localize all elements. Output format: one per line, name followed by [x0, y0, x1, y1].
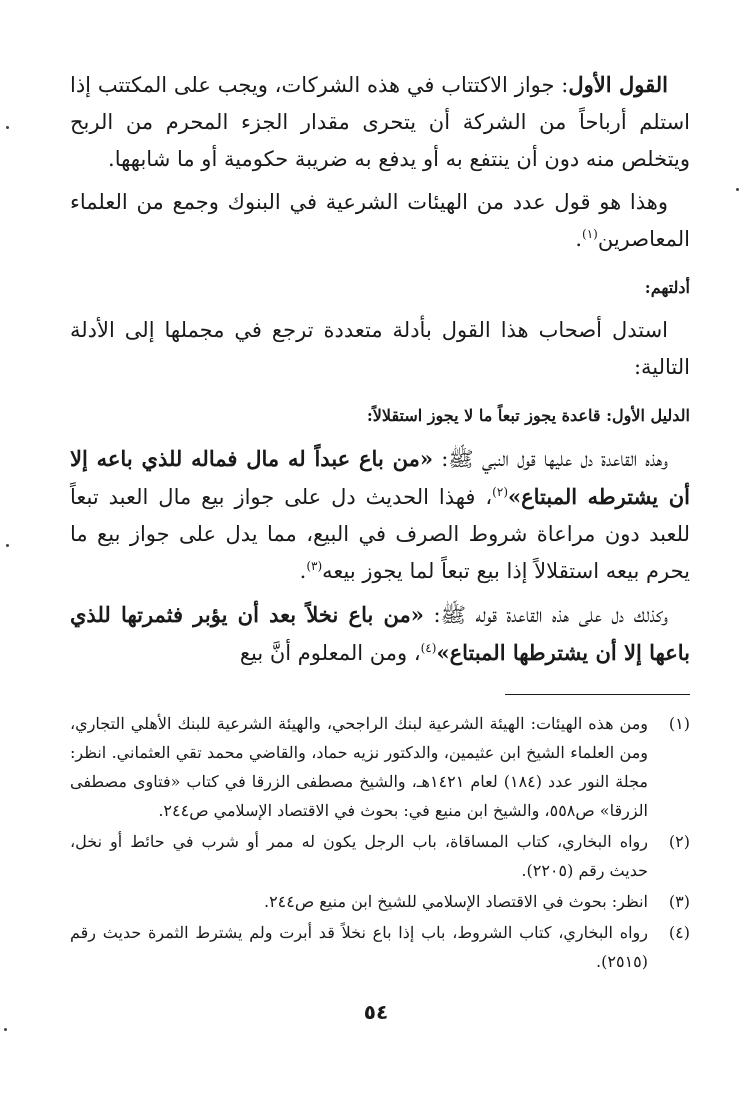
heading-evidence: أدلتهم: — [644, 278, 690, 297]
first-opinion-label: القول الأول — [568, 72, 669, 97]
hadith-quote-1: «من باع عبداً له مال فماله للذي باعه إلا أن يشترطه المبتاع» — [70, 446, 690, 509]
footnote-divider — [505, 694, 690, 695]
paragraph-supporters — [70, 184, 690, 258]
footnote-number: (٤) — [668, 923, 690, 942]
paragraph-first-opinion — [70, 66, 690, 178]
rule-intro-text: وهذه القاعدة دل عليها قول النبي ﷺ: — [433, 447, 669, 471]
page-content — [70, 66, 690, 978]
paragraph-rule-hadith-2 — [70, 596, 690, 672]
rule-second-text: ، ومن المعلوم أنَّ بيع — [239, 641, 421, 665]
footnote-ref-2[interactable]: (٢) — [492, 485, 508, 499]
footnote-item — [70, 709, 690, 825]
rule-explanation-end: . — [299, 559, 307, 583]
scan-mark — [6, 544, 9, 547]
footnote-ref-1[interactable]: (١) — [582, 227, 598, 241]
rule-second-intro: وكذلك دل على هذه القاعدة قوله ﷺ: — [423, 603, 668, 627]
first-opinion-text: : جواز الاكتتاب في هذه الشركات، ويجب على المكتتب إذا استلم أرباحاً من الشركة أن يتحرى مقدار الجزء المحرم من الربح ويتخلص منه دون أن ينتفع به أو يدفع به ضريبة حكومية أو ما شابهها. — [70, 73, 690, 171]
footnote-number: (٣) — [668, 892, 690, 911]
scan-mark — [736, 188, 739, 191]
scan-mark — [6, 126, 9, 129]
footnotes — [70, 709, 690, 976]
footnote-item — [70, 827, 690, 885]
footnote-ref-3[interactable]: (٣) — [306, 559, 323, 573]
page-number: ٥٤ — [363, 1000, 389, 1024]
footnote-ref-4[interactable]: (٤) — [420, 641, 437, 655]
footnote-text: رواه البخاري، كتاب الشروط، باب إذا باع نخلاً قد أبرت ولم يشترط الثمرة حديث رقم (٢٥١٥). — [70, 923, 648, 971]
paragraph-rule-hadith-1 — [70, 440, 690, 590]
scan-mark — [4, 1028, 7, 1031]
rule-explanation-text: ، فهذا الحديث دل على جواز بيع مال العبد تبعاً للعبد دون مراعاة شروط الصرف في البيع، مما يدل على جواز بيع ما يحرم بيعه استقلالاً إذا بيع تبعاً لما يجوز بيعه — [70, 485, 690, 583]
footnote-number: (٢) — [668, 832, 690, 851]
supporters-end: . — [575, 227, 583, 251]
footnote-number: (١) — [668, 714, 690, 733]
supporters-text: وهذا هو قول عدد من الهيئات الشرعية في البنوك وجمع من العلماء المعاصرين — [70, 190, 690, 251]
footnote-item — [70, 887, 690, 916]
footnote-item — [70, 918, 690, 976]
footnote-text: رواه البخاري، كتاب المساقاة، باب الرجل يكون له ممر أو شرب في حائط أو نخل، حديث رقم (٢٢٠٥). — [70, 832, 648, 880]
hadith-quote-2: «من باع نخلاً بعد أن يؤبر فثمرتها للذي باعها إلا أن يشترطها المبتاع» — [70, 602, 690, 665]
paragraph-evidence-intro: استدل أصحاب هذا القول بأدلة متعددة ترجع في مجملها إلى الأدلة التالية: — [70, 318, 690, 379]
footnote-text: انظر: بحوث في الاقتصاد الإسلامي للشيخ ابن منيع ص٢٤٤. — [263, 892, 648, 911]
footnote-text: ومن هذه الهيئات: الهيئة الشرعية لبنك الراجحي، والهيئة الشرعية للبنك الأهلي التجاري، ومن العلماء الشيخ ابن عثيمين، والدكتور نزيه حماد، والقاضي محمد تقي العثماني. انظر: مجلة النور عدد (١٨٤) لعام ١٤٢١هـ، والشيخ مصطفى الزرقا في كتاب «فتاوى مصطفى الزرقا» ص٥٥٨، والشيخ ابن منيع في: بحوث في الاقتصاد الإسلامي ص٢٤٤. — [70, 714, 649, 820]
heading-first-evidence: الدليل الأول: قاعدة يجوز تبعاً ما لا يجوز استقلالاً: — [366, 406, 690, 425]
